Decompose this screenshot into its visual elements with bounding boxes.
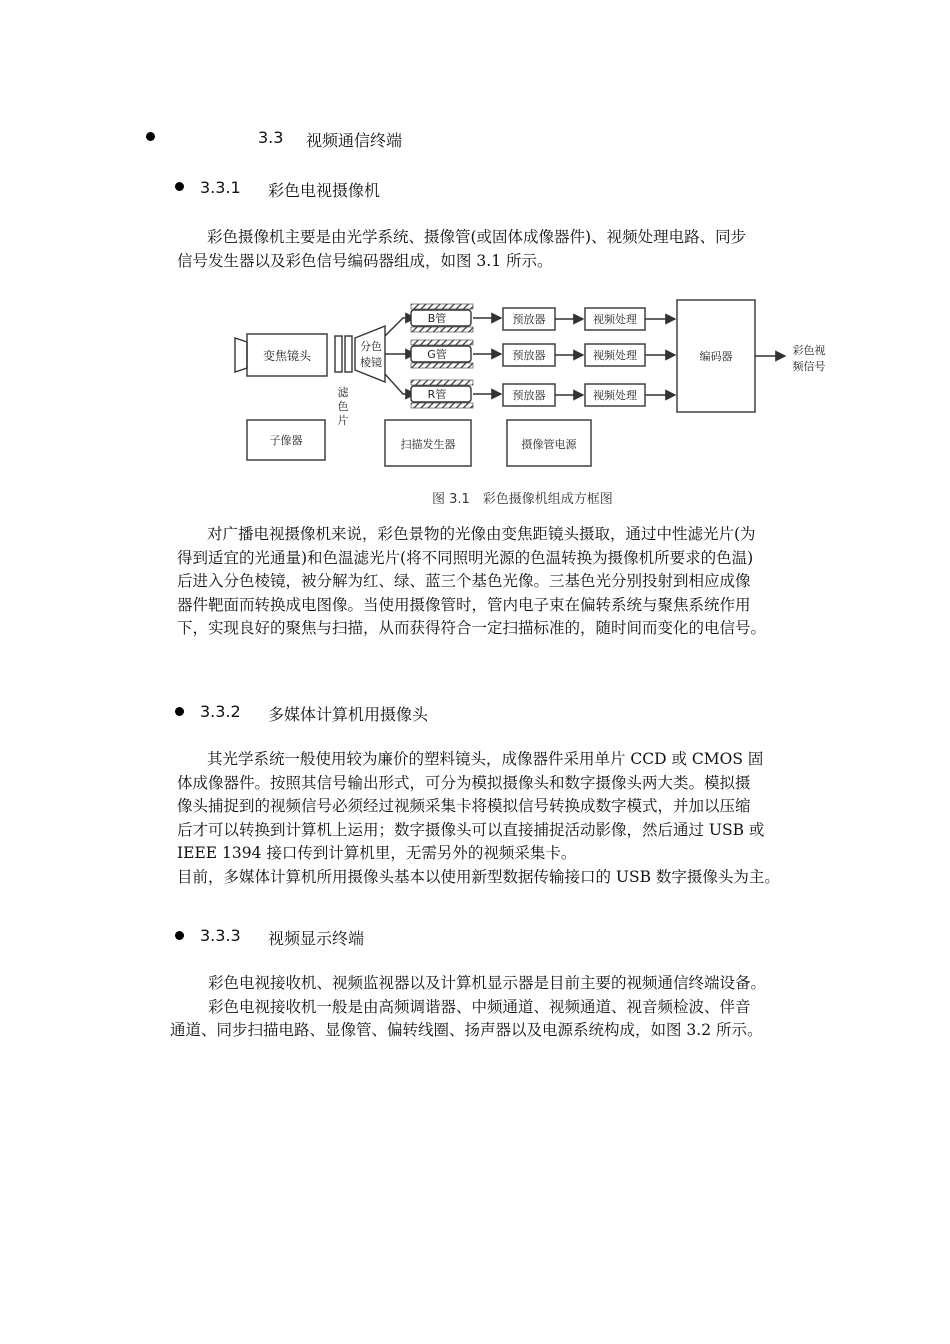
filter-plate	[345, 336, 352, 372]
processor-label: 视频处理	[593, 313, 637, 326]
prism-block	[355, 326, 385, 382]
block-diagram	[225, 292, 845, 482]
filter-plate	[335, 336, 342, 372]
subsection-number: 3.3.3	[200, 926, 241, 945]
paragraph	[177, 748, 780, 889]
text-line: 信号发生器以及彩色信号编码器组成，如图 3.1 所示。	[177, 251, 553, 270]
filter-label: 滤	[337, 386, 349, 399]
text-line: 彩色摄像机主要是由光学系统、摄像管(或固体成像器件)、视频处理电路、同步	[207, 228, 747, 246]
text-line: 目前，多媒体计算机所用摄像头基本以使用新型数据传输接口的 USB 数字摄像头为主。	[177, 867, 780, 886]
text-line: 下，实现良好的聚焦与扫描，从而获得符合一定扫描标准的，随时间而变化的电信号。	[177, 619, 767, 637]
subsection-title: 彩色电视摄像机	[268, 181, 381, 200]
filter-label: 色	[337, 400, 349, 413]
filter-label: 片	[337, 414, 349, 427]
bullet-icon	[146, 132, 155, 141]
text-line: 通道、同步扫描电路、显像管、偏转线圈、扬声器以及电源系统构成，如图 3.2 所示。	[170, 1021, 763, 1039]
scan-label: 扫描发生器	[400, 438, 456, 451]
lens-icon	[235, 338, 247, 372]
text-line: 后才可以转换到计算机上运用；数字摄像头可以直接捕捉活动影像，然后通过 USB 或	[177, 820, 765, 839]
section-number: 3.3	[258, 128, 284, 147]
sync-label: 子像器	[269, 434, 303, 447]
subsection-number: 3.3.1	[200, 178, 241, 197]
encoder-label: 编码器	[699, 350, 733, 363]
figure-caption: 图 3.1 彩色摄像机组成方框图	[432, 492, 613, 507]
text-line: 像头捕捉到的视频信号必须经过视频采集卡将模拟信号转换成数字模式，并加以压缩	[177, 797, 751, 815]
prism-label: 棱镜	[360, 356, 382, 369]
processor-label: 视频处理	[593, 389, 637, 402]
text-line: IEEE 1394 接口传到计算机里，无需另外的视频采集卡。	[177, 844, 577, 862]
preamp-label: 预放器	[512, 349, 546, 362]
paragraph	[177, 226, 746, 273]
power-label: 摄像管电源	[521, 438, 577, 451]
bullet-icon	[175, 931, 184, 940]
tube-g-label: G管	[427, 348, 447, 361]
preamp-label: 预放器	[512, 313, 546, 326]
preamp-label: 预放器	[512, 389, 546, 402]
processor-label: 视频处理	[593, 349, 637, 362]
section-title: 视频通信终端	[306, 131, 403, 150]
output-label: 彩色视	[792, 344, 826, 357]
paragraph	[170, 972, 766, 1043]
tube-r-label: R管	[427, 388, 447, 401]
bullet-icon	[175, 182, 184, 191]
text-line: 器件靶面而转换成电图像。当使用摄像管时，管内电子束在偏转系统与聚焦系统作用	[177, 595, 751, 614]
prism-label: 分色	[360, 340, 382, 353]
tube-b-label: B管	[427, 312, 447, 325]
lens-label: 变焦镜头	[262, 349, 312, 363]
output-label: 频信号	[792, 360, 826, 373]
text-line: 对广播电视摄像机来说，彩色景物的光像由变焦距镜头摄取，通过中性滤光片(为	[207, 525, 756, 543]
text-line: 得到适宜的光通量)和色温滤光片(将不同照明光源的色温转换为摄像机所要求的色温)	[177, 548, 754, 567]
text-line: 其光学系统一般使用较为廉价的塑料镜头，成像器件采用单片 CCD 或 CMOS 固	[207, 750, 764, 768]
subsection-title: 视频显示终端	[268, 929, 365, 948]
subsection-number: 3.3.2	[200, 702, 241, 721]
text-line: 体成像器件。按照其信号输出形式，可分为模拟摄像头和数字摄像头两大类。模拟摄	[177, 773, 751, 792]
text-line: 彩色电视接收机、视频监视器以及计算机显示器是目前主要的视频通信终端设备。	[208, 974, 767, 992]
subsection-title: 多媒体计算机用摄像头	[268, 705, 429, 724]
text-line: 后进入分色棱镜，被分解为红、绿、蓝三个基色光像。三基色光分别投射到相应成像	[177, 572, 751, 590]
paragraph	[177, 523, 766, 641]
text-line: 彩色电视接收机一般是由高频调谐器、中频通道、视频通道、视音频检波、伴音	[208, 997, 751, 1016]
bullet-icon	[175, 707, 184, 716]
